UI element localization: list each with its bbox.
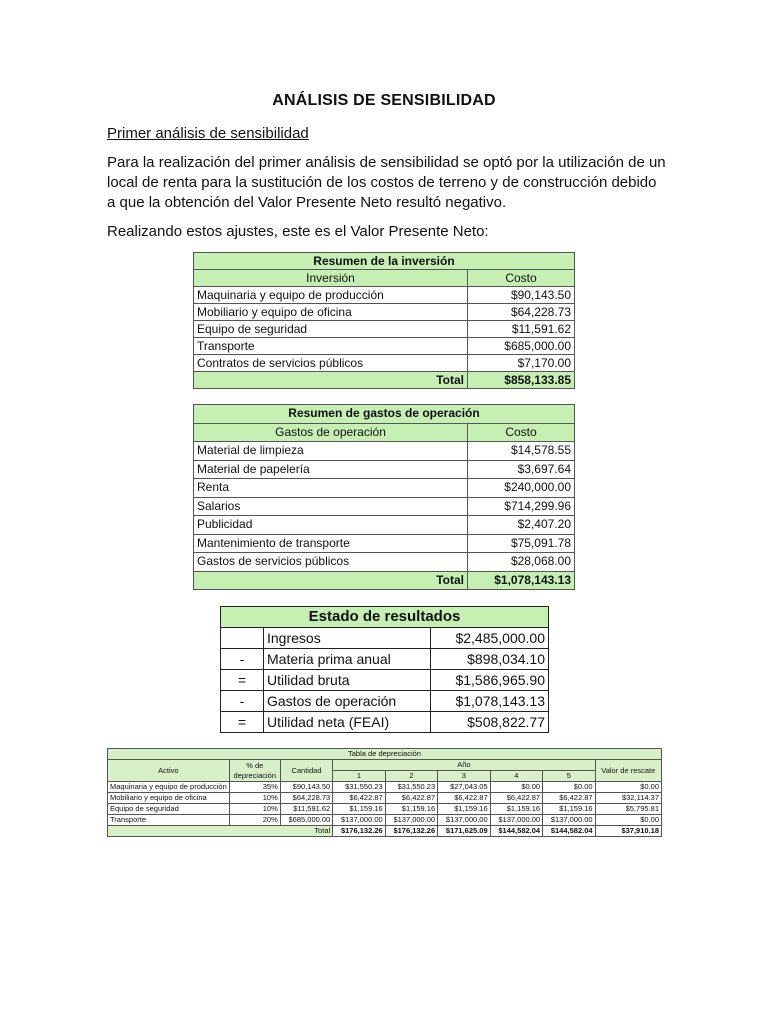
- depreciation-table: [107, 748, 662, 837]
- table-title: Estado de resultados: [221, 607, 549, 628]
- cell: $0.00: [595, 815, 661, 826]
- table-row: [194, 442, 575, 461]
- table-row: [194, 321, 575, 338]
- page-title: ANÁLISIS DE SENSIBILIDAD: [272, 92, 496, 109]
- table-row: [194, 355, 575, 372]
- table-row: [194, 287, 575, 304]
- table-row: [194, 516, 575, 535]
- table-row: [108, 782, 662, 793]
- total-label: Total: [194, 571, 468, 590]
- cell: $31,550.23: [385, 782, 437, 793]
- row-label: Mobiliario y equipo de oficina: [194, 304, 468, 321]
- intro-paragraph: Para la realización del primer análisis de sensibilidad se optó por la utilización de un local de renta para la sustitución de los costos de terreno y de construcción debido a que la obtención del Valor Presente Neto resultó negativo.: [107, 154, 666, 211]
- row-label: Material de limpieza: [194, 442, 468, 461]
- row-value: $11,591.62: [468, 321, 575, 338]
- table-row: [194, 534, 575, 553]
- cell: $6,422.87: [385, 793, 437, 804]
- total-cell: $37,910.18: [595, 826, 661, 837]
- column-header: Año: [333, 760, 595, 771]
- row-label: Renta: [194, 479, 468, 498]
- vpn-paragraph: Realizando estos ajustes, este es el Valor Presente Neto:: [107, 223, 489, 240]
- cell: $137,000.00: [385, 815, 437, 826]
- row-value: $28,068.00: [468, 553, 575, 572]
- cell: $6,422.87: [438, 793, 490, 804]
- row-label: Mantenimiento de transporte: [194, 534, 468, 553]
- year-header: 5: [543, 771, 595, 782]
- cell: $1,159.16: [385, 804, 437, 815]
- cell: $137,000.00: [543, 815, 595, 826]
- cell: $0.00: [595, 782, 661, 793]
- table-row: [194, 338, 575, 355]
- total-value: $858,133.85: [468, 372, 575, 389]
- row-label: Salarios: [194, 497, 468, 516]
- row-label: Maquinaria y equipo de producción: [194, 287, 468, 304]
- year-header: 3: [438, 771, 490, 782]
- table-row: [108, 804, 662, 815]
- row-label: Utilidad neta (FEAI): [264, 712, 431, 733]
- year-header: 1: [333, 771, 385, 782]
- row-value: $508,822.77: [430, 712, 548, 733]
- table-row: [221, 628, 549, 649]
- row-label: Ingresos: [264, 628, 431, 649]
- table-row: [221, 670, 549, 691]
- table-row: [221, 712, 549, 733]
- column-header: Valor de rescate: [595, 760, 661, 782]
- cell: $6,422.87: [333, 793, 385, 804]
- table-row: [108, 815, 662, 826]
- column-header: Cantidad: [280, 760, 332, 782]
- column-header: Activo: [108, 760, 230, 782]
- table-title: Tabla de depreciación: [108, 749, 662, 760]
- cell: $137,000.00: [438, 815, 490, 826]
- column-header: Inversión: [194, 270, 468, 287]
- cell: $6,422.87: [490, 793, 542, 804]
- cell: $1,159.16: [438, 804, 490, 815]
- cell: $90,143.50: [280, 782, 332, 793]
- row-label: Gastos de operación: [264, 691, 431, 712]
- row-label: Gastos de servicios públicos: [194, 553, 468, 572]
- total-label: Total: [194, 372, 468, 389]
- row-value: $1,078,143.13: [430, 691, 548, 712]
- table-title: Resumen de la inversión: [194, 253, 575, 270]
- income-statement-table: [220, 606, 549, 733]
- row-label: Transporte: [194, 338, 468, 355]
- row-label: Contratos de servicios públicos: [194, 355, 468, 372]
- cell: $685,000.00: [280, 815, 332, 826]
- table-row: [108, 793, 662, 804]
- cell: $137,000.00: [333, 815, 385, 826]
- row-value: $2,485,000.00: [430, 628, 548, 649]
- cell: $6,422.87: [543, 793, 595, 804]
- asset-label: Maquinaria y equipo de producción: [108, 782, 230, 793]
- row-value: $898,034.10: [430, 649, 548, 670]
- table-row: [221, 691, 549, 712]
- operating-expenses-table: [193, 404, 575, 590]
- total-cell: $144,582.04: [490, 826, 542, 837]
- total-cell: $176,132.26: [333, 826, 385, 837]
- cell: $32,114.37: [595, 793, 661, 804]
- row-value: $3,697.64: [468, 460, 575, 479]
- table-title: Resumen de gastos de operación: [194, 405, 575, 424]
- section-subtitle: Primer análisis de sensibilidad: [107, 125, 309, 142]
- row-value: $75,091.78: [468, 534, 575, 553]
- total-cell: $171,625.09: [438, 826, 490, 837]
- cell: $1,159.16: [490, 804, 542, 815]
- asset-label: Transporte: [108, 815, 230, 826]
- operator-symbol: =: [221, 670, 264, 691]
- cell: 20%: [229, 815, 280, 826]
- row-label: Publicidad: [194, 516, 468, 535]
- row-value: $7,170.00: [468, 355, 575, 372]
- total-value: $1,078,143.13: [468, 571, 575, 590]
- row-value: $240,000.00: [468, 479, 575, 498]
- table-row: [194, 460, 575, 479]
- operator-symbol: [221, 628, 264, 649]
- row-value: $685,000.00: [468, 338, 575, 355]
- asset-label: Equipo de seguridad: [108, 804, 230, 815]
- cell: $27,043.05: [438, 782, 490, 793]
- row-value: $14,578.55: [468, 442, 575, 461]
- row-value: $714,299.96: [468, 497, 575, 516]
- cell: 35%: [229, 782, 280, 793]
- row-label: Materia prima anual: [264, 649, 431, 670]
- cell: $11,591.62: [280, 804, 332, 815]
- cell: $64,228.73: [280, 793, 332, 804]
- total-label: Total: [108, 826, 333, 837]
- cell: 10%: [229, 793, 280, 804]
- cell: 10%: [229, 804, 280, 815]
- column-header: Costo: [468, 423, 575, 442]
- row-label: Equipo de seguridad: [194, 321, 468, 338]
- column-header: Gastos de operación: [194, 423, 468, 442]
- asset-label: Mobiliario y equipo de oficina: [108, 793, 230, 804]
- operator-symbol: =: [221, 712, 264, 733]
- row-value: $2,407.20: [468, 516, 575, 535]
- table-row: [194, 553, 575, 572]
- row-value: $64,228.73: [468, 304, 575, 321]
- cell: $0.00: [543, 782, 595, 793]
- cell: $1,159.16: [333, 804, 385, 815]
- column-header: % de depreciación: [229, 760, 280, 782]
- operator-symbol: -: [221, 691, 264, 712]
- table-row: [194, 304, 575, 321]
- column-header: Costo: [468, 270, 575, 287]
- cell: $0.00: [490, 782, 542, 793]
- table-row: [194, 479, 575, 498]
- year-header: 4: [490, 771, 542, 782]
- total-cell: $176,132.26: [385, 826, 437, 837]
- row-label: Material de papelería: [194, 460, 468, 479]
- investment-summary-table: [193, 252, 575, 389]
- row-value: $90,143.50: [468, 287, 575, 304]
- total-cell: $144,582.04: [543, 826, 595, 837]
- cell: $1,159.16: [543, 804, 595, 815]
- row-value: $1,586,965.90: [430, 670, 548, 691]
- table-row: [221, 649, 549, 670]
- cell: $137,000.00: [490, 815, 542, 826]
- row-label: Utilidad bruta: [264, 670, 431, 691]
- cell: $31,550.23: [333, 782, 385, 793]
- cell: $5,795.81: [595, 804, 661, 815]
- year-header: 2: [385, 771, 437, 782]
- table-row: [194, 497, 575, 516]
- operator-symbol: -: [221, 649, 264, 670]
